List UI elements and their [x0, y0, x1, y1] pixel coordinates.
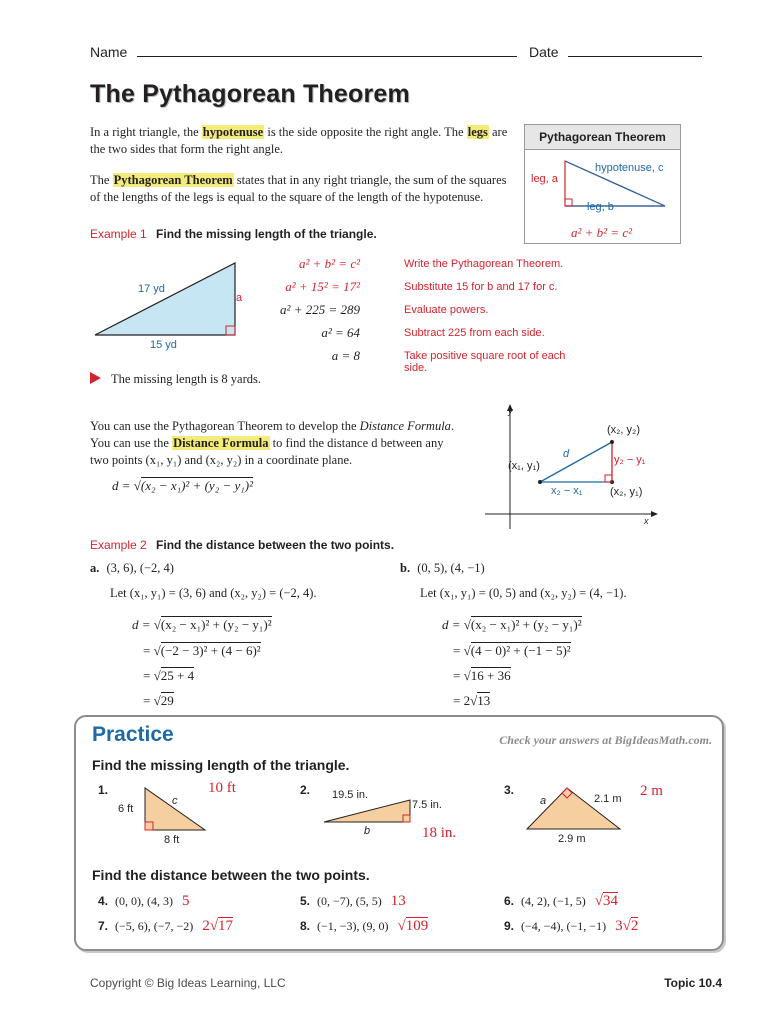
- example-1-answer: The missing length is 8 yards.: [90, 372, 261, 387]
- distance-paragraph: You can use the Pythagorean Theorem to develop the Distance Formula. You can use the Distance Formula to find the distance d between any two points (x₁, y₁) and (x₂, y₂) in a coordinate plane.: [90, 419, 455, 467]
- problem-3-a: a: [540, 795, 547, 807]
- example-2-heading: [90, 538, 394, 552]
- name-label: Name: [90, 44, 128, 60]
- footer-topic: Topic 10.4: [664, 976, 722, 990]
- example-1-label: Example 1: [90, 227, 147, 241]
- theorem-box: [524, 124, 681, 244]
- example-2a-let: Let (x₁, y₁) = (3, 6) and (x₂, y₂) = (−2, 4).: [110, 586, 317, 600]
- practice-check-note: Check your answers at BigIdeasMath.com.: [499, 733, 712, 747]
- problem-8: 8. (−1, −3), (9, 0) √109: [300, 918, 429, 934]
- problem-2-side: 7.5 in.: [412, 799, 442, 811]
- graph-p1-label: (x₁, y₁): [508, 460, 540, 472]
- graph-y-label: y: [508, 406, 513, 416]
- example-2a-line: = √29: [143, 693, 174, 708]
- hyp-label: hypotenuse, c: [595, 162, 664, 174]
- footer-copyright: Copyright © Big Ideas Learning, LLC: [90, 976, 286, 990]
- problem-1-leg-a: 6 ft: [118, 803, 134, 815]
- problem-6: 6. (4, 2), (−1, 5) √34: [504, 893, 619, 909]
- practice-box: [74, 715, 724, 951]
- problem-2-answer: 18 in.: [422, 825, 457, 841]
- date-field[interactable]: [529, 44, 702, 60]
- problem-4: 4. (0, 0), (4, 3) 5: [98, 893, 190, 909]
- example-2a-problem: a. (3, 6), (−2, 4): [90, 561, 174, 575]
- example-2a-line: d = √(x₂ − x₁)² + (y₂ − y₁)²: [132, 617, 272, 632]
- graph-d-label: d: [563, 448, 570, 460]
- problem-1-answer: 10 ft: [208, 780, 236, 796]
- theorem-box-title: Pythagorean Theorem: [525, 125, 680, 150]
- step-row: a² + 15² = 17² Substitute 15 for b and 17 for c.: [285, 279, 558, 294]
- problem-3-hyp: 2.9 m: [558, 833, 586, 845]
- problem-3-answer: 2 m: [640, 783, 663, 799]
- example-1-steps: [260, 256, 590, 374]
- problem-2-b: b: [364, 825, 371, 837]
- example-1-prompt: Find the missing length of the triangle.: [156, 227, 377, 241]
- example-2b-problem: b. (0, 5), (4, −1): [400, 561, 485, 575]
- graph-p2-label: (x₂, y₂): [607, 424, 640, 436]
- problem-1-hyp: c: [172, 795, 178, 807]
- example-2b-line: = 2√13: [453, 693, 491, 708]
- step-row: a² + b² = c² Write the Pythagorean Theorem.: [298, 256, 564, 271]
- ex1-side-label: a: [236, 292, 243, 304]
- example-2a-line: = √25 + 4: [143, 668, 195, 683]
- example-2-label: Example 2: [90, 538, 147, 552]
- practice-heading-1: Find the missing length of the triangle.: [92, 757, 350, 773]
- problem-2-number: 2.: [300, 783, 311, 797]
- step-row: a² + 225 = 289 Evaluate powers.: [280, 302, 489, 317]
- problem-3-leg: 2.1 m: [594, 793, 622, 805]
- theorem-formula: a² + b² = c²: [571, 225, 633, 240]
- example-2a-line: = √(−2 − 3)² + (4 − 6)²: [143, 643, 261, 658]
- step-row: a = 8 Take positive square root of each side.: [331, 348, 566, 374]
- practice-heading-2: Find the distance between the two points.: [92, 867, 370, 883]
- leg-b-label: leg, b: [587, 201, 614, 213]
- name-field[interactable]: [90, 44, 517, 60]
- example-2-prompt: Find the distance between the two points.: [156, 538, 395, 552]
- leg-a-label: leg, a: [531, 173, 558, 185]
- example-2b-line: = √(4 − 0)² + (−1 − 5)²: [453, 643, 571, 658]
- problem-9: 9. (−4, −4), (−1, −1) 3√2: [504, 918, 639, 934]
- page-title: The Pythagorean Theorem: [90, 80, 410, 108]
- graph-x-label: x: [644, 516, 649, 526]
- example-2b-line: d = √(x₂ − x₁)² + (y₂ − y₁)²: [442, 617, 582, 632]
- graph-dx-label: x₂ − x₁: [551, 485, 583, 497]
- distance-formula: d = √(x₂ − x₁)² + (y₂ − y₁)²: [112, 478, 254, 493]
- problem-1-number: 1.: [98, 783, 109, 797]
- answer-arrow-icon: [90, 372, 101, 384]
- problem-2-triangle: [322, 797, 422, 827]
- step-row: a² = 64 Subtract 225 from each side.: [321, 325, 545, 340]
- ex1-base-label: 15 yd: [150, 339, 177, 351]
- problem-7: 7. (−5, 6), (−7, −2) 2√17: [98, 918, 234, 934]
- example-2b-line: = √16 + 36: [453, 668, 511, 683]
- problem-5: 5. (0, −7), (5, 5) 13: [300, 893, 406, 909]
- ex1-hyp-label: 17 yd: [138, 283, 165, 295]
- example-1-heading: [90, 227, 377, 241]
- problem-1-leg-b: 8 ft: [164, 834, 180, 846]
- example-1-triangle: [90, 255, 250, 345]
- example-2b-let: Let (x₁, y₁) = (0, 5) and (x₂, y₂) = (4, −1).: [420, 586, 627, 600]
- date-label: Date: [529, 44, 559, 60]
- intro-paragraph-2: The Pythagorean Theorem states that in any right triangle, the sum of the squares of the lengths of the legs is equal to the square of the length of the hypotenuse.: [90, 173, 507, 204]
- intro-paragraph-1: In a right triangle, the hypotenuse is the side opposite the right angle. The legs are the two sides that form the right angle.: [90, 125, 508, 156]
- practice-title: Practice: [92, 723, 174, 746]
- graph-p3-label: (x₂, y₁): [610, 486, 643, 498]
- problem-3-number: 3.: [504, 783, 515, 797]
- graph-dy-label: y₂ − y₁: [614, 454, 646, 466]
- problem-2-hyp: 19.5 in.: [332, 789, 369, 801]
